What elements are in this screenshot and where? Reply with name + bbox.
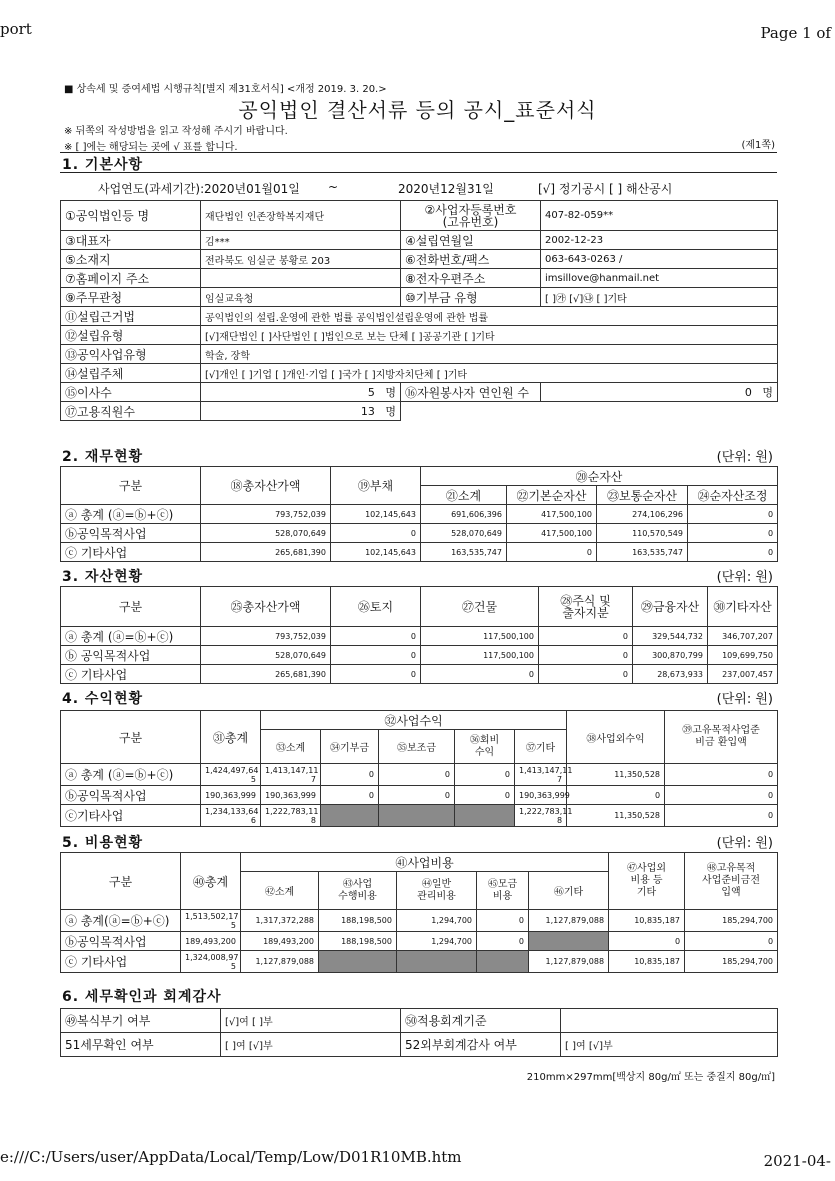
cell: 10,835,187	[609, 951, 685, 973]
section-4-unit: (단위: 원)	[716, 692, 773, 707]
row-label: ⓐ 총계(ⓐ=ⓑ+ⓒ)	[61, 910, 181, 932]
cell: 0	[331, 646, 421, 665]
rev-fee-header: ㊱회비 수익	[455, 730, 515, 764]
cell: 1,127,879,088	[529, 910, 609, 932]
fin-subtotal-header: ㉑소계	[421, 486, 507, 505]
corp-name-value: 재단법인 인존장학복지재단	[201, 201, 401, 231]
form-note-1: ※ 뒤쪽의 작성방법을 읽고 작성해 주시기 바랍니다.	[64, 126, 288, 137]
cell: 1,324,008,97 5	[181, 951, 241, 973]
accounting-std-value	[561, 1009, 778, 1033]
row-label: ⓐ 총계 (ⓐ=ⓑ+ⓒ)	[61, 764, 201, 786]
cell: 189,493,200	[181, 932, 241, 951]
cell: 11,350,528	[567, 805, 665, 827]
cell: 0	[379, 764, 455, 786]
cell: 188,198,500	[319, 910, 397, 932]
founded-value: 2002-12-23	[541, 231, 778, 250]
cell: 329,544,732	[633, 627, 708, 646]
exp-admin-header: ㊹일반 관리비용	[397, 872, 477, 910]
assets-financial-header: ㉙금융자산	[633, 587, 708, 627]
cell: 0	[331, 524, 421, 543]
section-3-heading: 3. 자산현황	[62, 569, 144, 585]
exp-subtotal-header: ㊷소계	[241, 872, 319, 910]
phone-value: 063-643-0263 /	[541, 250, 778, 269]
cell: 417,500,100	[507, 524, 597, 543]
fin-basic-net-header: ㉒기본순자산	[507, 486, 597, 505]
row-label: ⓐ 총계 (ⓐ=ⓑ+ⓒ)	[61, 505, 201, 524]
shaded-cell	[319, 951, 397, 973]
exp-total-header: ㊵총계	[181, 853, 241, 910]
rev-etc-header: ㊲기타	[515, 730, 567, 764]
basis-law-label: ⑪설립근거법	[61, 307, 201, 326]
rev-total-header: ㉛총계	[201, 711, 261, 764]
financial-table	[60, 466, 778, 562]
shaded-cell	[397, 951, 477, 973]
section-2-heading: 2. 재무현황	[62, 449, 144, 465]
row-label: ⓑ공익목적사업	[61, 524, 201, 543]
table-row	[61, 505, 778, 524]
cell: 188,198,500	[319, 932, 397, 951]
cell: 0	[685, 932, 778, 951]
cell: 109,699,750	[708, 646, 778, 665]
table-row	[61, 910, 778, 932]
cell: 28,673,933	[633, 665, 708, 684]
fin-normal-net-header: ㉓보통순자산	[597, 486, 688, 505]
audit-table	[60, 1008, 778, 1057]
section-3-unit: (단위: 원)	[716, 570, 773, 585]
exp-perform-header: ㊸사업 수행비용	[319, 872, 397, 910]
section-4-heading: 4. 수익현황	[62, 691, 144, 707]
cell: 117,500,100	[421, 627, 539, 646]
cell: 0	[539, 646, 633, 665]
cell: 0	[455, 786, 515, 805]
exp-etc-header: ㊻기타	[529, 872, 609, 910]
form-title: 공익법인 결산서류 등의 공시_표준서식	[238, 98, 597, 122]
table-row	[61, 764, 778, 786]
period-label: 사업연도(과세기간):	[98, 182, 205, 196]
staff-label: ⑰고용직원수	[61, 402, 201, 421]
exp-fund-header: ㊺모금 비용	[477, 872, 529, 910]
assets-total-header: ㉕총자산가액	[201, 587, 331, 627]
period-start: 2020년01월01일	[204, 182, 300, 196]
cell: 0	[321, 786, 379, 805]
section-5-unit: (단위: 원)	[716, 836, 773, 851]
rev-biz-header: ㉜사업수익	[261, 711, 567, 730]
cell: 528,070,649	[201, 524, 331, 543]
disclosure-type: [√] 정기공시 [ ] 해산공시	[538, 182, 673, 196]
fin-net-assets-header: ⑳순자산	[421, 467, 778, 486]
founded-label: ④설립연월일	[401, 231, 541, 250]
exp-other-header: ㊼사업외 비용 등 기타	[609, 853, 685, 910]
cell: 0	[665, 764, 778, 786]
shaded-cell	[379, 805, 455, 827]
assets-stock-header: ㉘주식 및 출자지분	[539, 587, 633, 627]
cell: 1,413,147,11 7	[261, 764, 321, 786]
cell: 0	[665, 786, 778, 805]
rev-reserve-header: ㊴고유목적사업준 비금 환입액	[665, 711, 778, 764]
cell: 0	[421, 665, 539, 684]
cell: 793,752,039	[201, 505, 331, 524]
cell: 0	[688, 543, 778, 562]
browser-date: 2021-04-	[763, 1152, 831, 1170]
fin-net-adj-header: ㉔순자산조정	[688, 486, 778, 505]
rev-subsidy-header: ㉟보조금	[379, 730, 455, 764]
table-row	[61, 543, 778, 562]
expense-table	[60, 852, 778, 973]
fin-debt-header: ⑲부채	[331, 467, 421, 505]
cell: 190,363,999	[201, 786, 261, 805]
shaded-cell	[455, 805, 515, 827]
corp-name-label: ①공익법인등 명	[61, 201, 201, 231]
cell: 691,606,396	[421, 505, 507, 524]
establish-type-label: ⑫설립유형	[61, 326, 201, 345]
volunteer-count: 0 명	[541, 383, 778, 402]
homepage-value	[201, 269, 401, 288]
cell: 0	[688, 524, 778, 543]
address-label: ⑤소재지	[61, 250, 201, 269]
cell: 1,222,783,11 8	[515, 805, 567, 827]
revenue-table	[60, 710, 778, 827]
donation-type-label: ⑩기부금 유형	[401, 288, 541, 307]
cell: 265,681,390	[201, 543, 331, 562]
external-audit-value: [ ]여 [√]부	[561, 1033, 778, 1057]
table-row	[61, 524, 778, 543]
form-page-label: (제1쪽)	[741, 140, 775, 151]
table-row	[61, 646, 778, 665]
cell: 1,317,372,288	[241, 910, 319, 932]
cell: 102,145,643	[331, 543, 421, 562]
cell: 0	[539, 627, 633, 646]
paper-spec: 210mm×297mm[백상지 80g/㎡ 또는 중질지 80g/㎡]	[526, 1072, 775, 1083]
cell: 117,500,100	[421, 646, 539, 665]
browser-header-left: port	[0, 20, 32, 38]
establish-type-value: [√]재단법인 [ ]사단법인 [ ]법인으로 보는 단체 [ ]공공기관 [ ]기타	[201, 326, 778, 345]
section-6-heading: 6. 세무확인과 회계감사	[62, 989, 222, 1005]
bookkeeping-label: ㊾복식부기 여부	[61, 1009, 221, 1033]
browser-page-number: Page 1 of	[760, 24, 831, 42]
founder-label: ⑭설립주체	[61, 364, 201, 383]
representative-value: 김***	[201, 231, 401, 250]
fin-gubun-header: 구분	[61, 467, 201, 505]
cell: 0	[609, 932, 685, 951]
staff-count: 13 명	[201, 402, 401, 421]
assets-table	[60, 586, 778, 684]
section-1-heading: 1. 기본사항	[62, 157, 144, 173]
cell: 0	[379, 786, 455, 805]
basis-law-value: 공익법인의 설립.운영에 관한 법률 공익법인설립운영에 관한 법률	[201, 307, 778, 326]
form-reference: ■ 상속세 및 증여세법 시행규칙[별지 제31호서식] <개정 2019. 3. 20.>	[64, 84, 387, 95]
period-tilde: ~	[328, 180, 339, 194]
rev-nonbiz-header: ㊳사업외수익	[567, 711, 665, 764]
authority-value: 임실교육청	[201, 288, 401, 307]
table-row	[61, 951, 778, 973]
cell: 10,835,187	[609, 910, 685, 932]
cell: 0	[455, 764, 515, 786]
cell: 0	[331, 665, 421, 684]
directors-count: 5 명	[201, 383, 401, 402]
cell: 0	[477, 932, 529, 951]
cell: 0	[688, 505, 778, 524]
tax-confirm-value: [ ]여 [√]부	[221, 1033, 401, 1057]
email-value: imsillove@hanmail.net	[541, 269, 778, 288]
bookkeeping-value: [√]여 [ ]부	[221, 1009, 401, 1033]
cell: 0	[321, 764, 379, 786]
cell: 185,294,700	[685, 910, 778, 932]
assets-gubun-header: 구분	[61, 587, 201, 627]
cell: 11,350,528	[567, 764, 665, 786]
cell: 0	[567, 786, 665, 805]
row-label: ⓑ공익목적사업	[61, 932, 181, 951]
fin-total-assets-header: ⑱총자산가액	[201, 467, 331, 505]
tax-confirm-label: 51세무확인 여부	[61, 1033, 221, 1057]
section-2-unit: (단위: 원)	[716, 450, 773, 465]
biz-reg-value: 407-82-059**	[541, 201, 778, 231]
basic-info-table	[60, 200, 778, 421]
cell: 1,294,700	[397, 910, 477, 932]
cell: 1,424,497,64 5	[201, 764, 261, 786]
shaded-cell	[321, 805, 379, 827]
table-row	[61, 627, 778, 646]
donation-type-value: [ ]㉮ [√]㉯ [ ]기타	[541, 288, 778, 307]
row-label: ⓒ 기타사업	[61, 543, 201, 562]
cell: 528,070,649	[201, 646, 331, 665]
form-note-2: ※ [ ]에는 해당되는 곳에 √ 표를 합니다.	[64, 142, 238, 153]
public-biz-type-label: ⑬공익사업유형	[61, 345, 201, 364]
cell: 417,500,100	[507, 505, 597, 524]
email-label: ⑧전자우편주소	[401, 269, 541, 288]
cell: 1,127,879,088	[241, 951, 319, 973]
cell: 1,127,879,088	[529, 951, 609, 973]
cell: 274,106,296	[597, 505, 688, 524]
phone-label: ⑥전화번호/팩스	[401, 250, 541, 269]
row-label: ⓒ 기타사업	[61, 665, 201, 684]
public-biz-type-value: 학술, 장학	[201, 345, 778, 364]
cell: 1,234,133,64 6	[201, 805, 261, 827]
assets-land-header: ㉖토지	[331, 587, 421, 627]
cell: 237,007,457	[708, 665, 778, 684]
assets-other-header: ㉚기타자산	[708, 587, 778, 627]
table-row	[61, 665, 778, 684]
browser-file-path: e:///C:/Users/user/AppData/Local/Temp/Low/D01R10MB.htm	[0, 1148, 462, 1166]
rev-subtotal-header: ㉝소계	[261, 730, 321, 764]
exp-biz-header: ㊶사업비용	[241, 853, 609, 872]
rev-donation-header: ㉞기부금	[321, 730, 379, 764]
section-5-heading: 5. 비용현황	[62, 835, 144, 851]
row-label: ⓒ기타사업	[61, 805, 201, 827]
cell: 528,070,649	[421, 524, 507, 543]
exp-reserve-header: ㊽고유목적 사업준비금전 입액	[685, 853, 778, 910]
cell: 300,870,799	[633, 646, 708, 665]
row-label: ⓒ 기타사업	[61, 951, 181, 973]
row-label: ⓑ공익목적사업	[61, 786, 201, 805]
cell: 0	[331, 627, 421, 646]
table-row	[61, 805, 778, 827]
period-end: 2020년12월31일	[398, 182, 494, 196]
cell: 0	[539, 665, 633, 684]
cell: 110,570,549	[597, 524, 688, 543]
shaded-cell	[529, 932, 609, 951]
directors-label: ⑮이사수	[61, 383, 201, 402]
row-label: ⓑ 공익목적사업	[61, 646, 201, 665]
assets-building-header: ㉗건물	[421, 587, 539, 627]
address-value: 전라북도 임실군 봉황로 203	[201, 250, 401, 269]
cell: 0	[477, 910, 529, 932]
cell: 346,707,207	[708, 627, 778, 646]
founder-value: [√]개인 [ ]기업 [ ]개인·기업 [ ]국가 [ ]지방자치단체 [ ]기타	[201, 364, 778, 383]
representative-label: ③대표자	[61, 231, 201, 250]
exp-gubun-header: 구분	[61, 853, 181, 910]
shaded-cell	[477, 951, 529, 973]
cell: 163,535,747	[597, 543, 688, 562]
authority-label: ⑨주무관청	[61, 288, 201, 307]
cell: 0	[507, 543, 597, 562]
cell: 1,513,502,17 5	[181, 910, 241, 932]
homepage-label: ⑦홈페이지 주소	[61, 269, 201, 288]
cell: 163,535,747	[421, 543, 507, 562]
cell: 190,363,999	[515, 786, 567, 805]
cell: 1,413,147,11 7	[515, 764, 567, 786]
row-label: ⓐ 총계 (ⓐ=ⓑ+ⓒ)	[61, 627, 201, 646]
cell: 793,752,039	[201, 627, 331, 646]
cell: 265,681,390	[201, 665, 331, 684]
cell: 185,294,700	[685, 951, 778, 973]
cell: 190,363,999	[261, 786, 321, 805]
biz-reg-label: ②사업자등록번호 (고유번호)	[401, 201, 541, 231]
table-row	[61, 932, 778, 951]
cell: 102,145,643	[331, 505, 421, 524]
cell: 1,222,783,11 8	[261, 805, 321, 827]
external-audit-label: 52외부회계감사 여부	[401, 1033, 561, 1057]
rev-gubun-header: 구분	[61, 711, 201, 764]
cell: 0	[665, 805, 778, 827]
cell: 1,294,700	[397, 932, 477, 951]
table-row	[61, 786, 778, 805]
volunteer-label: ⑯자원봉사자 연인원 수	[401, 383, 541, 402]
cell: 189,493,200	[241, 932, 319, 951]
accounting-std-label: ㊿적용회계기준	[401, 1009, 561, 1033]
